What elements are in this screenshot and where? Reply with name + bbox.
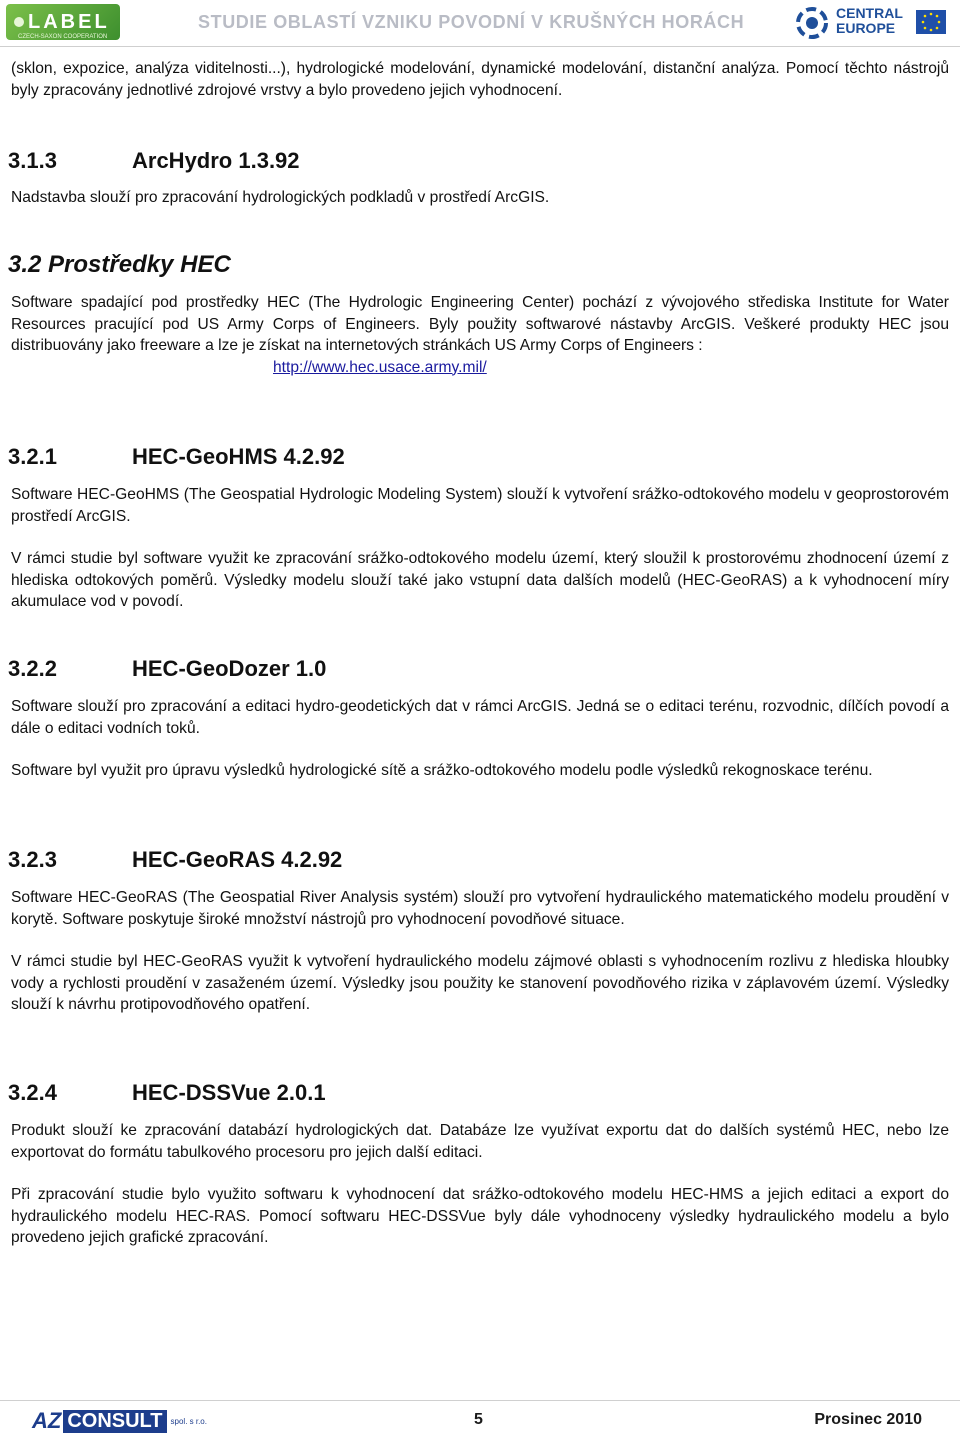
heading-title: HEC-GeoDozer 1.0 (132, 656, 327, 681)
paragraph: Software spadající pod prostředky HEC (The Hydrologic Engineering Center) pochází z vývojového střediska Institute for Water Resources pracující pod US Army Corps of Engineers. Byly použity softwarové nástavby ArcGIS. Veškeré produkty HEC jsou distribuovány jako freeware a lze je získat na internetových stránkách US Army Corps of Engineers : (11, 294, 949, 354)
paragraph: Software HEC-GeoHMS (The Geospatial Hydrologic Modeling System) slouží k vytvoření srážko-odtokového modelu v geoprostorovém prostředí ArcGIS. (11, 486, 949, 525)
heading-title: Prostředky HEC (48, 251, 231, 278)
logo-dot-icon (14, 17, 24, 27)
heading-3-2 (8, 251, 231, 279)
heading-number: 3.2.2 (8, 656, 57, 681)
section-3-2-1-body (11, 484, 949, 613)
heading-title: HEC-GeoRAS 4.2.92 (132, 847, 343, 872)
label-logo (6, 4, 120, 40)
intro-paragraph (11, 58, 949, 101)
logo-consult: CONSULT (63, 1410, 166, 1433)
ce-line2: EUROPE (836, 20, 896, 36)
heading-number: 3.2.4 (8, 1080, 57, 1105)
heading-3-2-3 (8, 847, 342, 873)
heading-title: ArcHydro 1.3.92 (132, 148, 300, 173)
logo-az: AZ (32, 1408, 62, 1433)
paragraph: Nadstavba slouží pro zpracování hydrologických podkladů v prostředí ArcGIS. (11, 189, 550, 206)
section-3-2-4-body (11, 1120, 949, 1249)
paragraph: Při zpracování studie bylo využito softwaru k vyhodnocení dat srážko-odtokového modelu HEC-HMS a jejich editaci a export do hydraulického modelu HEC-RAS. Pomocí softwaru HEC-DSSVue byly dále vyhodnoceny výsledky hydraulického modelu a bylo provedeno jejich grafické zpracování. (11, 1186, 949, 1246)
heading-title: HEC-DSSVue 2.0.1 (132, 1080, 326, 1105)
eu-flag-icon (916, 10, 946, 34)
ce-line1: CENTRAL (836, 5, 903, 21)
label-logo-text: LABEL (28, 10, 110, 33)
heading-3-2-1 (8, 444, 345, 470)
hec-website-link[interactable]: http://www.hec.usace.army.mil/ (273, 358, 487, 376)
page-number: 5 (474, 1411, 483, 1428)
logo-spol: spol. s r.o. (170, 1416, 207, 1426)
azconsult-logo (32, 1409, 207, 1433)
intro-text: (sklon, expozice, analýza viditelnosti...), hydrologické modelování, dynamické modelování, distanční analýza. Pomocí těchto nástrojů byly zpracovány jednotlivé zdrojové vrstvy a bylo provedeno jejich vyhodnocení. (11, 60, 949, 99)
header-title: STUDIE OBLASTÍ VZNIKU POVODNÍ V KRUŠNÝCH HORÁCH (198, 12, 745, 32)
heading-3-2-4 (8, 1080, 326, 1106)
section-3-1-3-body (11, 187, 949, 209)
footer-date: Prosinec 2010 (814, 1411, 922, 1428)
paragraph: V rámci studie byl HEC-GeoRAS využit k vytvoření hydraulického modelu zájmové oblasti s vyhodnocením rozlivu z hlediska hloubky vody a rychlosti proudění v zasaženém území. Výsledky jsou použity ke stanovení povodňového rizika v záplavovém území. Výsledky slouží k návrhu protipovodňového opatření. (11, 953, 949, 1013)
heading-number: 3.2.1 (8, 444, 57, 469)
section-3-2-body (11, 292, 949, 378)
heading-number: 3.2 (8, 251, 42, 278)
section-3-2-3-body (11, 887, 949, 1016)
central-europe-swirl-icon (792, 4, 832, 42)
page-header (0, 0, 960, 47)
paragraph: V rámci studie byl software využit ke zpracování srážko-odtokového modelu území, který sloužil k prostorovému zhodnocení území z hlediska odtokových poměrů. Výsledky modelu slouží také jako vstupní data dalších modelů (HEC-GeoRAS) a k vyhodnocení míry akumulace vod v povodí. (11, 550, 949, 610)
paragraph: Produkt slouží ke zpracování databází hydrologických dat. Databáze lze využívat exportu dat do dalších systémů HEC, nebo lze exportovat do formátu tabulkového procesoru pro jejich další editaci. (11, 1122, 949, 1161)
paragraph: Software slouží pro zpracování a editaci hydro-geodetických dat v rámci ArcGIS. Jedná se o editaci terénu, rozvodnic, dílčích povodí a dále o editaci vodních toků. (11, 698, 949, 737)
heading-title: HEC-GeoHMS 4.2.92 (132, 444, 345, 469)
central-europe-text (836, 6, 903, 36)
heading-3-2-2 (8, 656, 326, 682)
heading-number: 3.2.3 (8, 847, 57, 872)
paragraph: Software byl využit pro úpravu výsledků hydrologické sítě a srážko-odtokového modelu podle výsledků rekognoskace terénu. (11, 762, 873, 779)
page-footer (0, 1400, 960, 1441)
heading-number: 3.1.3 (8, 148, 57, 173)
paragraph: Software HEC-GeoRAS (The Geospatial River Analysis systém) slouží pro vytvoření hydraulického matematického modelu proudění v korytě. Software poskytuje široké množství nástrojů pro vyhodnocení povodňové situace. (11, 889, 949, 928)
central-europe-logo (792, 4, 952, 42)
section-3-2-2-body (11, 696, 949, 782)
label-logo-subtitle: CZECH-SAXON COOPERATION (18, 34, 108, 40)
heading-3-1-3 (8, 148, 300, 174)
